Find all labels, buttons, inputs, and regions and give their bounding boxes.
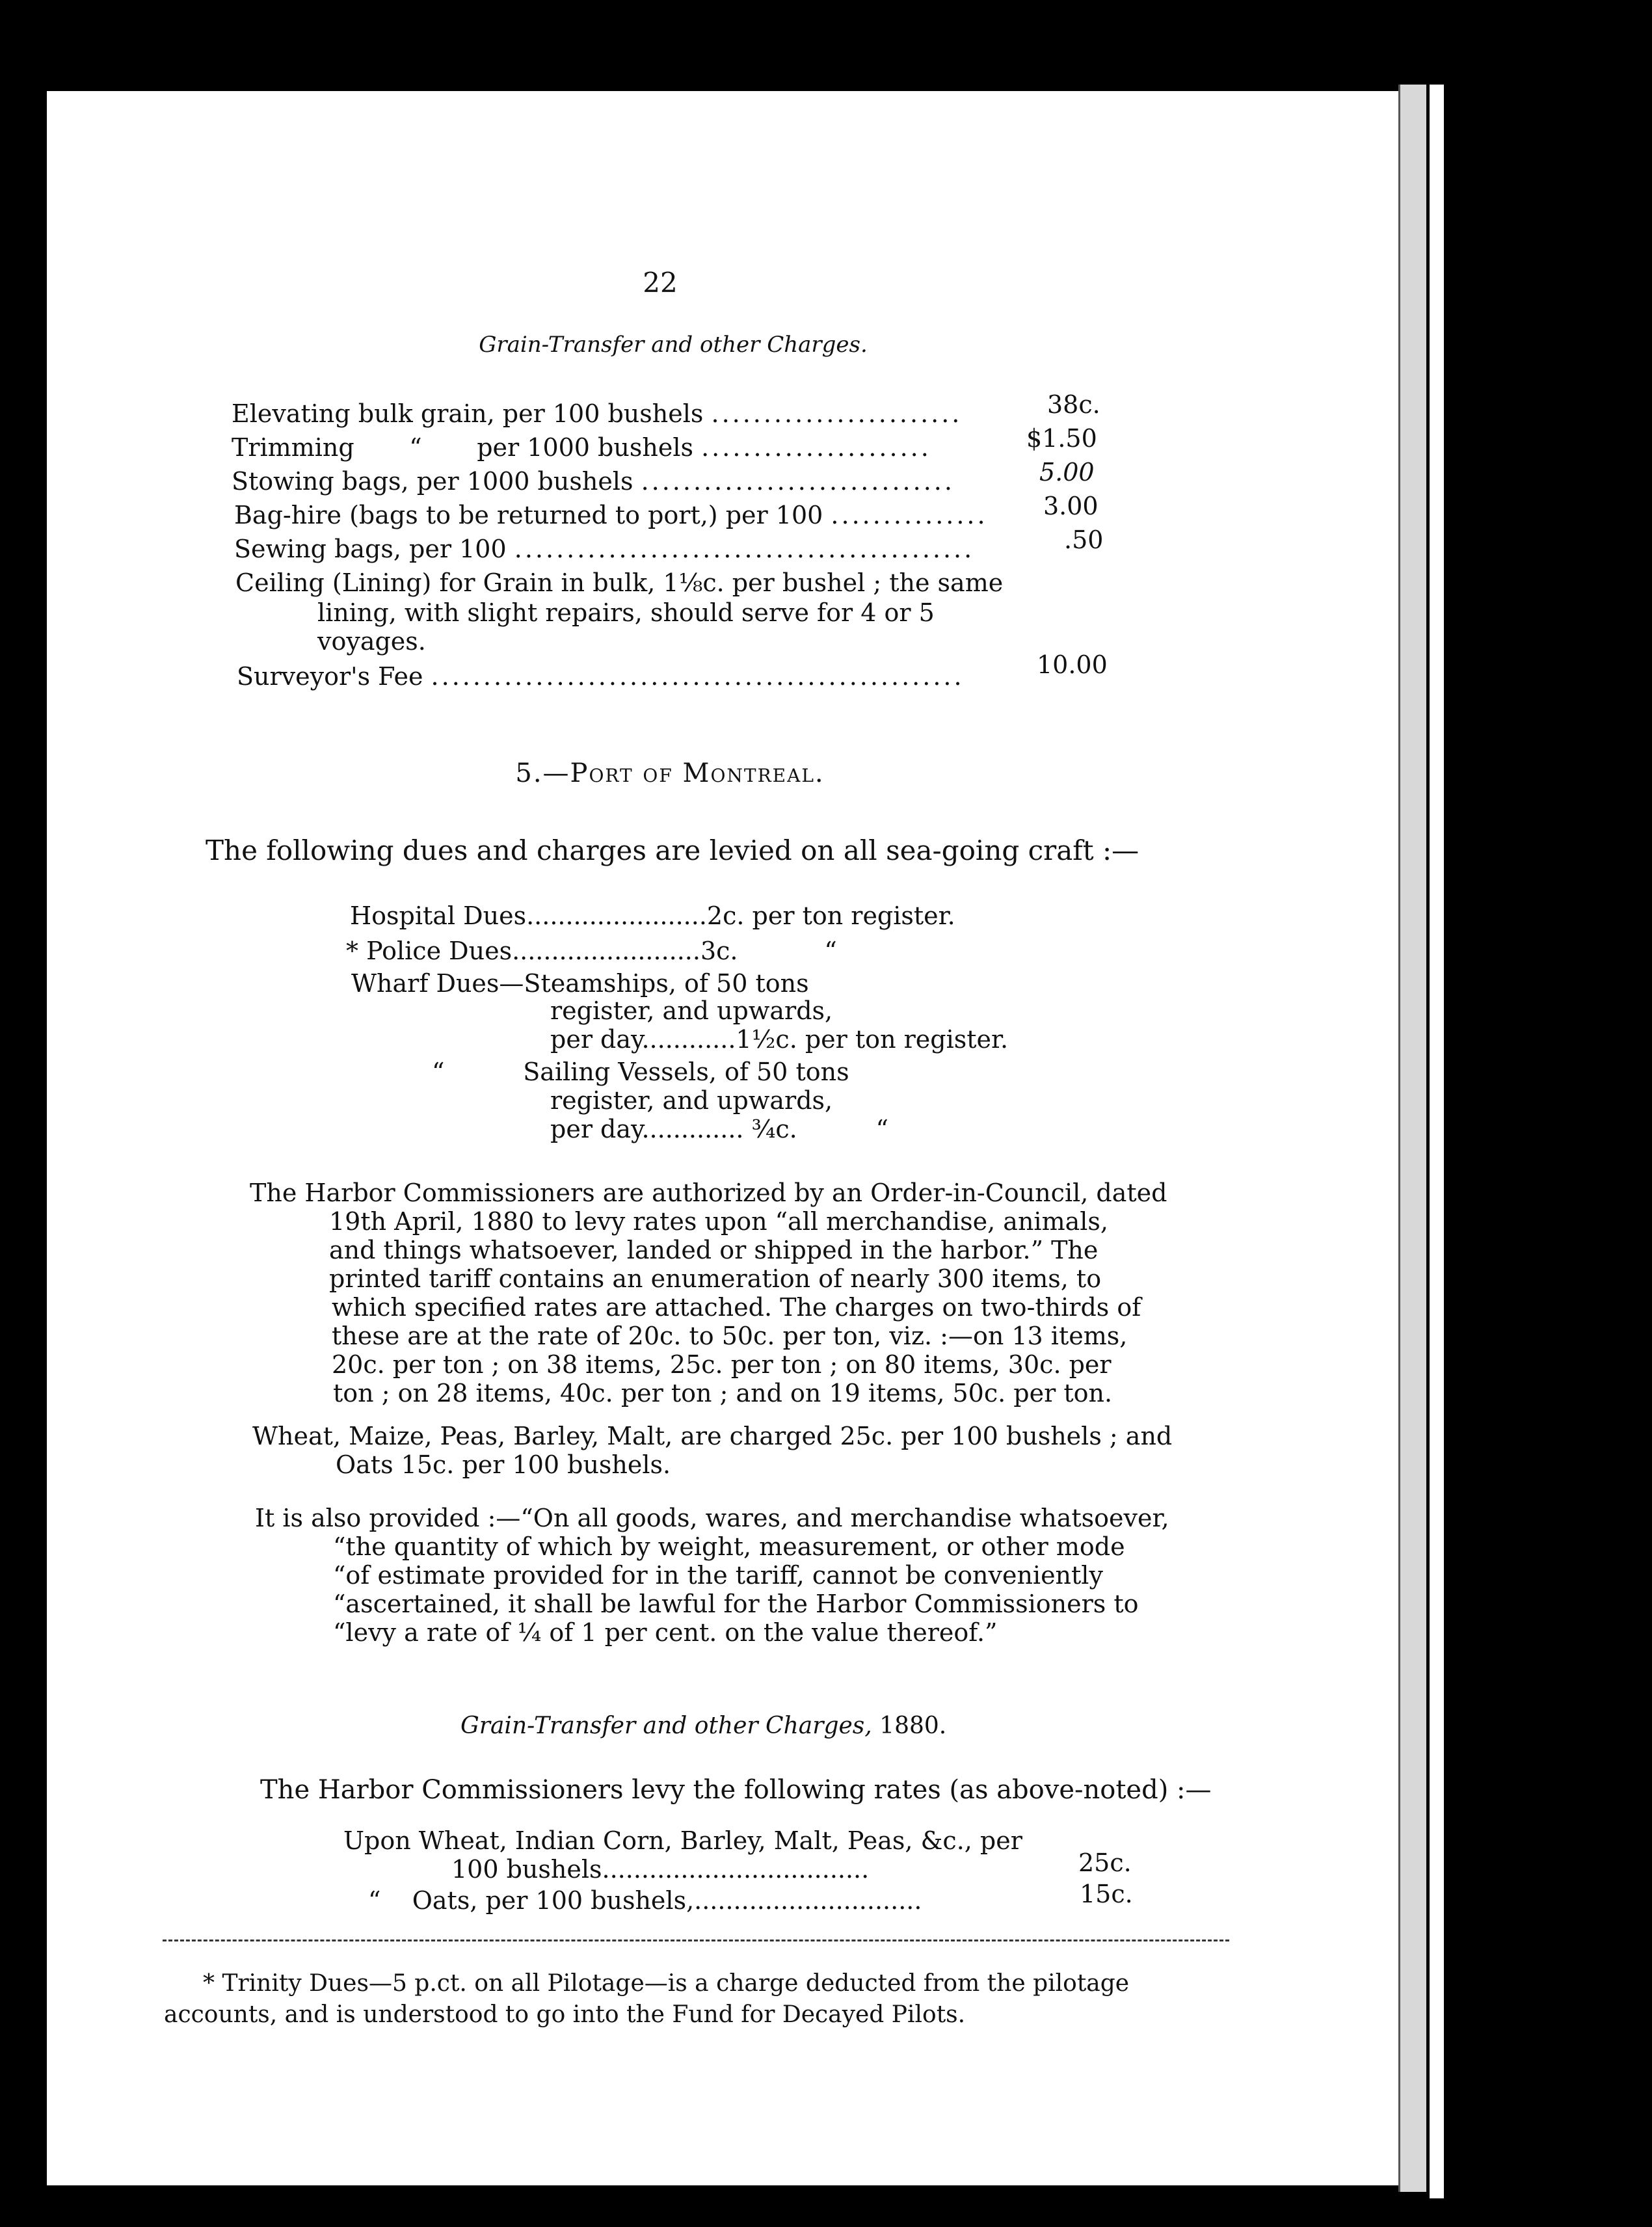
- paragraph-line: and things whatsoever, landed or shipped in the harbor.” The: [329, 1236, 1099, 1264]
- footnote-line: accounts, and is understood to go into the Fund for Decayed Pilots.: [164, 2001, 966, 2028]
- charge-value: 10.00: [1037, 650, 1108, 679]
- rate-value: 15c.: [1080, 1880, 1133, 1908]
- charge-value: 5.00: [1039, 458, 1095, 487]
- paragraph-line: Oats 15c. per 100 bushels.: [336, 1450, 671, 1479]
- dues-row: per day............. ¾c. “: [550, 1115, 888, 1143]
- dues-row: per day............1½c. per ton register.: [550, 1025, 1009, 1054]
- charge-row: Trimming “ per 1000 bushels ......................: [232, 433, 931, 462]
- paragraph-line: “the quantity of which by weight, measurement, or other mode: [333, 1532, 1125, 1561]
- paragraph-line: The Harbor Commissioners are authorized by an Order-in-Council, dated: [250, 1179, 1167, 1207]
- dues-intro: The following dues and charges are levied on all sea-going craft :—: [206, 834, 1139, 866]
- charge-value: 38c.: [1047, 390, 1100, 419]
- rate-value: 25c.: [1078, 1848, 1132, 1877]
- footnote-line: * Trinity Dues—5 p.ct. on all Pilotage—is a charge deducted from the pilotage: [203, 1970, 1130, 1997]
- dues-row: “ Sailing Vessels, of 50 tons: [432, 1058, 849, 1086]
- paragraph-line: printed tariff contains an enumeration of nearly 300 items, to: [329, 1264, 1102, 1293]
- charge-row: Sewing bags, per 100 ............................................: [234, 535, 975, 563]
- charge-row: lining, with slight repairs, should serve for 4 or 5: [317, 598, 935, 627]
- next-page-edge: [1430, 85, 1444, 2198]
- paragraph-line: 20c. per ton ; on 38 items, 25c. per ton ; on 80 items, 30c. per: [332, 1350, 1112, 1379]
- paragraph-line: Wheat, Maize, Peas, Barley, Malt, are charged 25c. per 100 bushels ; and: [252, 1422, 1173, 1450]
- section-heading-port-of-montreal: 5.—Port of Montreal.: [515, 758, 825, 788]
- charge-row: Surveyor's Fee ...................................................: [237, 662, 965, 691]
- dues-row: Hospital Dues.......................2c. per ton register.: [350, 901, 955, 930]
- paragraph-line: which specified rates are attached. The charges on two-thirds of: [332, 1293, 1141, 1322]
- footnote-rule: [163, 1940, 1229, 1941]
- charge-value: $1.50: [1026, 424, 1097, 453]
- charge-row: Bag-hire (bags to be returned to port,) per 100 ...............: [234, 501, 988, 529]
- rates-intro: The Harbor Commissioners levy the following rates (as above-noted) :—: [260, 1775, 1212, 1805]
- scan-background: [1437, 78, 1652, 2211]
- paragraph-line: “of estimate provided for in the tariff, cannot be conveniently: [333, 1561, 1103, 1590]
- rate-row: “ Oats, per 100 bushels,.............................: [368, 1886, 922, 1915]
- section-heading-grain-transfer-1880: Grain-Transfer and other Charges, 1880.: [460, 1713, 947, 1739]
- charge-row: Stowing bags, per 1000 bushels ..............................: [232, 467, 955, 496]
- paragraph-line: 19th April, 1880 to levy rates upon “all merchandise, animals,: [329, 1207, 1109, 1236]
- page-edge: [1398, 85, 1426, 2192]
- paragraph-line: It is also provided :—“On all goods, wares, and merchandise whatsoever,: [255, 1504, 1169, 1532]
- charge-row: Ceiling (Lining) for Grain in bulk, 1⅛c. per bushel ; the same: [235, 568, 1004, 597]
- dues-row: register, and upwards,: [550, 996, 833, 1025]
- rate-row: Upon Wheat, Indian Corn, Barley, Malt, Peas, &c., per: [343, 1826, 1022, 1855]
- charge-row: voyages.: [317, 627, 426, 656]
- paragraph-line: ton ; on 28 items, 40c. per ton ; and on 19 items, 50c. per ton.: [333, 1379, 1113, 1407]
- paragraph-line: “levy a rate of ¼ of 1 per cent. on the value thereof.”: [333, 1618, 998, 1647]
- dues-row: * Police Dues........................3c. “: [346, 937, 837, 965]
- dues-row: Wharf Dues—Steamships, of 50 tons: [351, 969, 809, 998]
- paragraph-line: these are at the rate of 20c. to 50c. per ton, viz. :—on 13 items,: [332, 1322, 1128, 1350]
- charge-value: .50: [1064, 526, 1104, 554]
- rate-row: 100 bushels..................................: [451, 1855, 870, 1884]
- dues-row: register, and upwards,: [550, 1086, 833, 1115]
- page-number: 22: [643, 267, 678, 299]
- paragraph-line: “ascertained, it shall be lawful for the Harbor Commissioners to: [333, 1590, 1139, 1618]
- section-heading-grain-transfer: Grain-Transfer and other Charges.: [479, 332, 868, 358]
- charge-row: Elevating bulk grain, per 100 bushels ........................: [232, 399, 963, 428]
- charge-value: 3.00: [1043, 492, 1099, 520]
